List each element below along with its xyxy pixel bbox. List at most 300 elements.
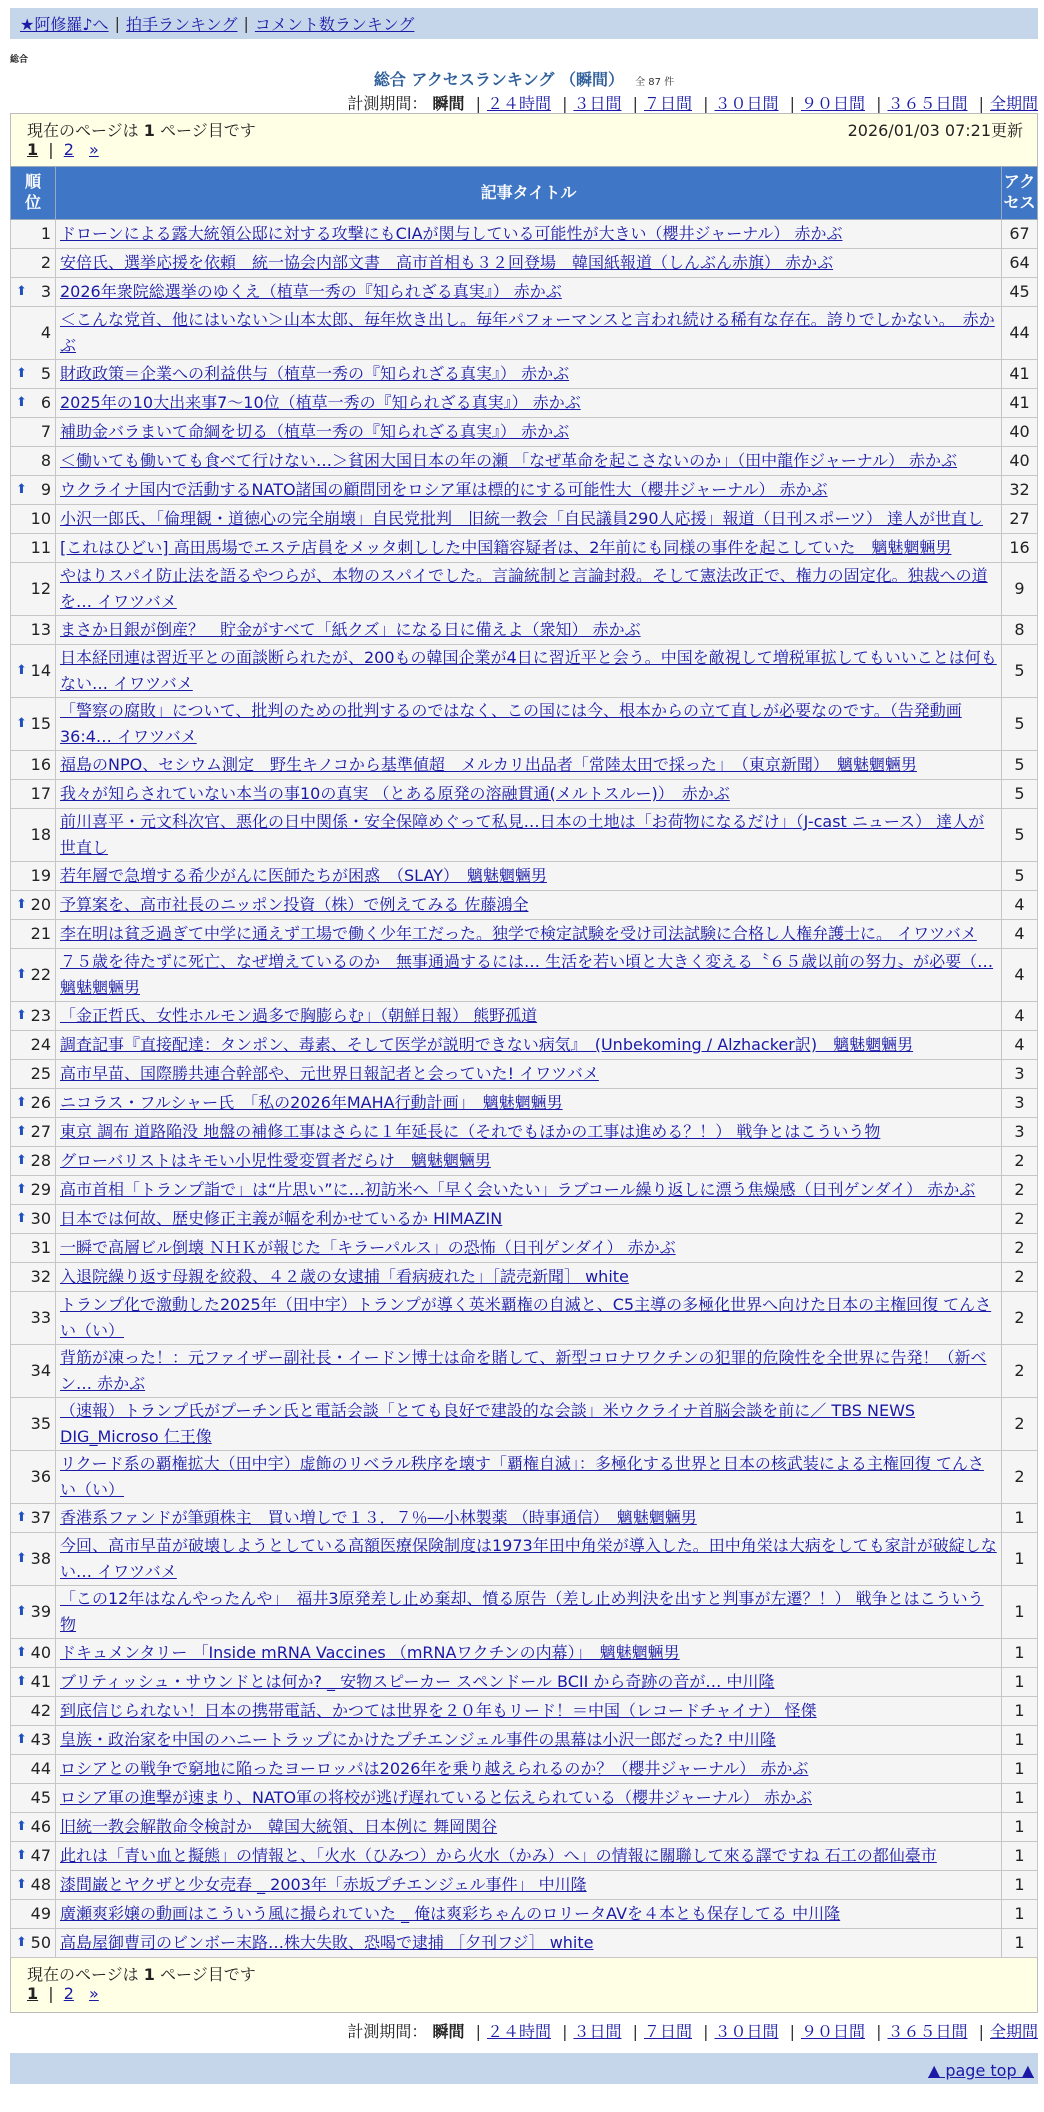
article-link[interactable]: ニコラス・フルシャー氏 「私の2026年MAHA行動計画」 魑魅魍魎男 [60,1093,563,1112]
period-30d[interactable]: ３０日間 [714,94,779,113]
rank-cell [11,1668,56,1697]
header-title: 記事タイトル [56,167,1002,220]
article-link[interactable]: 高市首相「トランプ詣で」は“片思い”に…初訪米へ「早く会いたい」ラブコール繰り返しに漂う焦燥感（日刊ゲンダイ） 赤かぶ [60,1180,976,1199]
rank-cell [11,476,56,505]
title-cell [56,1263,1002,1292]
title-cell [56,1697,1002,1726]
period-7d[interactable]: ７日間 [643,2022,692,2041]
period-30d[interactable]: ３０日間 [714,2022,779,2041]
access-count: 2 [1002,1345,1038,1398]
access-count: 4 [1002,1002,1038,1031]
article-link[interactable]: 財政政策＝企業への利益供与（植草一秀の『知られざる真実』） 赤かぶ [60,364,570,383]
rank-number: 34 [30,1361,51,1380]
access-count: 2 [1002,1147,1038,1176]
period-all[interactable]: 全期間 [989,2022,1038,2041]
access-count: 1 [1002,1842,1038,1871]
title-cell [56,1060,1002,1089]
rank-number: 12 [30,579,51,598]
ranking-title: 総合 アクセスランキング （瞬間） [373,70,624,89]
rank-cell [11,563,56,616]
article-link[interactable]: 入退院繰り返す母親を絞殺、４２歳の女逮捕「看病疲れた」［読売新聞］ white [60,1267,629,1286]
rank-number: 44 [30,1759,51,1778]
rank-cell [11,1031,56,1060]
rank-cell [11,447,56,476]
rank-number: 37 [30,1508,51,1527]
table-row [11,780,1038,809]
article-link[interactable]: 日本経団連は習近平との面談断られたが、200もの韓国企業が4日に習近平と会う。中国を敵視して増税軍拡してもいいことは何もない… イワツバメ [60,648,997,693]
rank-number: 16 [30,755,51,774]
title-cell [56,360,1002,389]
article-link[interactable]: 我々が知らされていない本当の事10の真実 （とある原発の溶融貫通(メルトスルー)） 赤かぶ [60,784,730,803]
table-row [11,1755,1038,1784]
article-link[interactable]: ブリティッシュ・サウンドとは何か? _ 安物スピーカー スペンドール BCII から奇跡の音が… 中川隆 [60,1672,775,1691]
period-7d[interactable]: ７日間 [643,94,692,113]
article-link[interactable]: （速報）トランプ氏がプーチン氏と電話会談「とても良好で建設的な会談」米ウクライナ首脳会談を前に／ TBS NEWS DIG_Microso 仁王像 [60,1401,916,1446]
article-link[interactable]: やはりスパイ防止法を語るやつらが、本物のスパイでした。言論統制と言論封殺。そして憲法改正で、権力の固定化。独裁への道を… イワツバメ [60,566,988,611]
rank-number: 21 [30,924,51,943]
rank-number: 22 [30,965,51,984]
rank-number: 40 [30,1643,51,1662]
access-count: 2 [1002,1234,1038,1263]
rank-cell [11,307,56,360]
rank-number: 32 [30,1267,51,1286]
rank-cell [11,616,56,645]
access-count: 5 [1002,698,1038,751]
title-cell [56,1398,1002,1451]
rank-cell [11,780,56,809]
access-count: 2 [1002,1205,1038,1234]
top-nav-bar [10,8,1038,39]
rank-cell [11,249,56,278]
title-cell [56,891,1002,920]
access-count: 4 [1002,949,1038,1002]
table-row [11,862,1038,891]
page-info-box-bottom [10,1958,1038,2013]
access-count: 2 [1002,1263,1038,1292]
table-row [11,1176,1038,1205]
article-link[interactable]: 東京 調布 道路陥没 地盤の補修工事はさらに１年延長に（それでもほかの工事は進める？！） 戦争とはこういう物 [60,1122,881,1141]
rank-cell [11,1060,56,1089]
rank-cell [11,645,56,698]
article-link[interactable]: 今回、高市早苗が破壊しようとしている高額医療保険制度は1973年田中角栄が導入した。田中角栄は大病をしても家計が破綻しない… イワツバメ [60,1536,997,1581]
title-cell [56,1813,1002,1842]
article-link[interactable]: 「この12年はなんやったんや」 福井3原発差し止め棄却、憤る原告（差し止め判決を出すと判事が左遷？！） 戦争とはこういう物 [60,1589,984,1634]
article-link[interactable]: ドキュメンタリー 「Inside mRNA Vaccines （mRNAワクチンの内幕）」 魑魅魍魎男 [60,1643,680,1662]
up-arrow-icon: ⬆ [16,967,27,982]
article-link[interactable]: 小沢一郎氏、「倫理観・道徳心の完全崩壊」自民党批判 旧統一教会「自民議員290人応援」報道（日刊スポーツ） 達人が世直し [60,509,983,528]
rank-cell [11,1900,56,1929]
rank-cell [11,1345,56,1398]
rank-cell [11,1784,56,1813]
nav-link-clap-ranking[interactable]: 拍手ランキング [125,15,238,34]
rank-number: 6 [40,393,51,412]
table-row [11,616,1038,645]
access-count: 40 [1002,447,1038,476]
access-count: 2 [1002,1398,1038,1451]
rank-cell [11,1871,56,1900]
title-cell [56,1089,1002,1118]
access-count: 2 [1002,1451,1038,1504]
access-count: 1 [1002,1813,1038,1842]
rank-cell [11,1205,56,1234]
title-cell [56,809,1002,862]
access-count: 5 [1002,751,1038,780]
table-row [11,751,1038,780]
article-link[interactable]: 「警察の腐敗」について、批判のための批判するのではなく、この国には今、根本からの立て直しが必要なのです。（告発動画36:4… イワツバメ [60,701,962,746]
title-cell [56,278,1002,307]
rank-cell [11,1118,56,1147]
table-row [11,505,1038,534]
table-row [11,307,1038,360]
table-row [11,1118,1038,1147]
table-row [11,809,1038,862]
title-cell [56,1726,1002,1755]
article-link[interactable]: 李在明は貧乏過ぎて中学に通えず工場で働く少年工だった。独学で検定試験を受け司法試験に合格し人権弁護士に。 イワツバメ [60,924,977,943]
section-label: 総合 [10,55,29,65]
access-count: 41 [1002,360,1038,389]
nav-link-comment-ranking[interactable]: コメント数ランキング [254,15,415,34]
rank-cell [11,1263,56,1292]
table-row [11,1533,1038,1586]
access-count: 1 [1002,1929,1038,1958]
table-row [11,1089,1038,1118]
access-count: 1 [1002,1697,1038,1726]
access-count: 1 [1002,1871,1038,1900]
title-cell [56,1292,1002,1345]
article-link[interactable]: 福島のNPO、セシウム測定 野生キノコから基準値超 メルカリ出品者「常陸太田で採った」 （東京新聞） 魑魅魍魎男 [60,755,917,774]
rank-cell [11,862,56,891]
pager-next[interactable]: » [89,1984,99,2003]
rank-number: 28 [30,1151,51,1170]
article-link[interactable]: 廣瀬爽彩嬢の動画はこういう風に撮られていた _ 俺は爽彩ちゃんのロリータAVを４本とも保存してる 中川隆 [60,1904,841,1923]
nav-link-ashura[interactable]: ★阿修羅♪へ [20,15,109,34]
title-cell [56,1176,1002,1205]
period-3d[interactable]: ３日間 [573,2022,622,2041]
access-count: 1 [1002,1533,1038,1586]
table-row [11,1929,1038,1958]
rank-cell [11,1929,56,1958]
rank-cell [11,1398,56,1451]
access-count: 5 [1002,809,1038,862]
access-count: 40 [1002,418,1038,447]
access-count: 67 [1002,220,1038,249]
rank-cell [11,418,56,447]
table-row [11,1668,1038,1697]
pager-page-2[interactable]: 2 [63,140,74,159]
period-24h[interactable]: ２４時間 [486,94,551,113]
article-link[interactable]: トランプ化で激動した2025年（田中宇）トランプが導く英米覇権の自滅と、C5主導の多極化世界へ向けた日本の主権回復 てんさい（い） [60,1295,992,1340]
table-row [11,1147,1038,1176]
article-link[interactable]: 予算案を、高市社長のニッポン投資（株）で例えてみる 佐藤鴻全 [60,895,529,914]
article-link[interactable]: 一瞬で高層ビル倒壊 ＮＨＫが報じた「キラーパルス」の恐怖（日刊ゲンダイ） 赤かぶ [60,1238,676,1257]
table-row [11,249,1038,278]
article-link[interactable]: 安倍氏、選挙応援を依頼 統一協会内部文書 高市首相も３２回登場 韓国紙報道（しんぶん赤旗） 赤かぶ [60,253,834,272]
access-count: 1 [1002,1784,1038,1813]
article-link[interactable]: リクード系の覇権拡大（田中宇）虚飾のリベラル秩序を壊す「覇権自滅」：多極化する世界と日本の核武装による主権回復 てんさい（い） [60,1454,984,1499]
article-link[interactable]: 旧統一教会解散命令検討か 韓国大統領、日本例に 舞岡関谷 [60,1817,498,1836]
up-arrow-icon: ⬆ [16,482,27,497]
rank-number: 42 [30,1701,51,1720]
access-count: 1 [1002,1755,1038,1784]
pager-bottom: 1 | 2 » [27,1984,99,2003]
access-count: 5 [1002,862,1038,891]
up-arrow-icon: ⬆ [16,716,27,731]
up-arrow-icon: ⬆ [16,395,27,410]
article-link[interactable]: ７５歳を待たずに死亡、なぜ増えているのか 無事通過するには… 生活を若い頃と大きく変える〝６５歳以前の努力〟が必要（… 魑魅魍魎男 [60,952,994,997]
up-arrow-icon: ⬆ [16,897,27,912]
table-row [11,1398,1038,1451]
article-link[interactable]: ウクライナ国内で活動するNATO諸国の顧問団をロシア軍は標的にする可能性大（櫻井ジャーナル） 赤かぶ [60,480,828,499]
table-row [11,1292,1038,1345]
rank-number: 10 [30,509,51,528]
table-row [11,1504,1038,1533]
period-3d[interactable]: ３日間 [573,94,622,113]
article-link[interactable]: 補助金バラまいて命綱を切る（植草一秀の『知られざる真実』） 赤かぶ [60,422,570,441]
period-90d[interactable]: ９０日間 [800,2022,865,2041]
article-link[interactable]: 香港系ファンドが筆頭株主 買い増しで１３．７％―小林製薬 （時事通信） 魑魅魍魎男 [60,1508,697,1527]
period-label: 計測期間： [347,94,428,113]
table-row [11,476,1038,505]
rank-number: 1 [40,224,51,243]
page-info-box [10,113,1038,166]
rank-cell [11,1726,56,1755]
article-link[interactable]: 「金正哲氏、女性ホルモン過多で胸膨らむ」（朝鮮日報） 熊野孤道 [60,1006,538,1025]
article-link[interactable]: ロシア軍の進撃が速まり、NATO軍の将校が逃げ遅れていると伝えられている（櫻井ジャーナル） 赤かぶ [60,1788,813,1807]
title-cell [56,1929,1002,1958]
title-cell [56,1900,1002,1929]
page-status-bottom: 現在のページは 1 ページ目です [27,1965,256,1984]
title-cell [56,616,1002,645]
table-row [11,698,1038,751]
table-row [11,1586,1038,1639]
title-cell [56,780,1002,809]
pager: 1 | 2 » [27,140,99,159]
rank-number: 4 [40,323,51,342]
table-row [11,1813,1038,1842]
updated-timestamp: 2026/01/03 07:21更新 [847,121,1023,140]
rank-cell [11,1451,56,1504]
title-cell [56,1031,1002,1060]
rank-number: 50 [30,1933,51,1952]
header-access: アクセス [1002,167,1038,220]
page-top-link[interactable]: ▲ page top ▲ [927,2061,1034,2080]
table-row [11,1345,1038,1398]
rank-cell [11,1234,56,1263]
title-cell [56,1668,1002,1697]
title-cell [56,1234,1002,1263]
pager-current: 1 [27,140,39,159]
table-row [11,949,1038,1002]
title-cell [56,534,1002,563]
rank-number: 41 [30,1672,51,1691]
title-cell [56,1871,1002,1900]
pager-page-2[interactable]: 2 [63,1984,74,2003]
access-count: 4 [1002,1031,1038,1060]
article-link[interactable]: 高島屋御曹司のビンボー末路…株大失敗、恐喝で逮捕 ［夕刊フジ］ white [60,1933,594,1952]
rank-number: 9 [40,480,51,499]
access-count: 4 [1002,891,1038,920]
pager-current: 1 [27,1984,39,2003]
rank-cell [11,1639,56,1668]
article-link[interactable]: ドローンによる露大統領公邸に対する攻撃にもCIAが関与している可能性が大きい（櫻井ジャーナル） 赤かぶ [60,224,843,243]
access-count: 45 [1002,278,1038,307]
title-cell [56,447,1002,476]
rank-cell [11,534,56,563]
rank-cell [11,949,56,1002]
article-link[interactable]: まさか日銀が倒産？ 貯金がすべて「紙クズ」になる日に備えよ（衆知） 赤かぶ [60,620,641,639]
access-count: 2 [1002,1176,1038,1205]
page-status: 現在のページは 1 ページ目です [27,121,256,140]
up-arrow-icon: ⬆ [16,1182,27,1197]
access-count: 3 [1002,1060,1038,1089]
access-count: 1 [1002,1639,1038,1668]
up-arrow-icon: ⬆ [16,1153,27,1168]
article-link[interactable]: ＜働いても働いても食べて行けない…＞貧困大国日本の年の瀬 「なぜ革命を起こさないのか」（田中龍作ジャーナル） 赤かぶ [60,451,958,470]
article-link[interactable]: 前川喜平・元文科次官、悪化の日中関係・安全保障めぐって私見…日本の土地は「お荷物になるだけ」（J-cast ニュース） 達人が世直し [60,812,985,857]
rank-cell [11,278,56,307]
up-arrow-icon: ⬆ [16,1510,27,1525]
rank-cell [11,1755,56,1784]
pager-next[interactable]: » [89,140,99,159]
rank-number: 33 [30,1308,51,1327]
rank-number: 8 [40,451,51,470]
title-cell [56,1002,1002,1031]
title-cell [56,1504,1002,1533]
article-link[interactable]: 高市早苗、国際勝共連合幹部や、元世界日報記者と会っていた! イワツバメ [60,1064,599,1083]
title-cell [56,476,1002,505]
rank-number: 23 [30,1006,51,1025]
period-current: 瞬間 [432,2022,465,2041]
title-cell [56,1784,1002,1813]
up-arrow-icon: ⬆ [16,663,27,678]
ranking-rows [11,220,1038,1958]
rank-number: 13 [30,620,51,639]
article-link[interactable]: グローバリストはキモい小児性愛変質者だらけ 魑魅魍魎男 [60,1151,491,1170]
title-cell [56,1639,1002,1668]
access-count: 1 [1002,1726,1038,1755]
rank-number: 26 [30,1093,51,1112]
title-cell [56,220,1002,249]
article-link[interactable]: 漆間巌とヤクザと少女売春 _ 2003年「赤坂プチエンジェル事件」 中川隆 [60,1875,587,1894]
rank-number: 20 [30,895,51,914]
table-row [11,278,1038,307]
up-arrow-icon: ⬆ [16,1124,27,1139]
period-all[interactable]: 全期間 [989,94,1038,113]
table-row [11,1726,1038,1755]
title-cell [56,1205,1002,1234]
access-count: 8 [1002,616,1038,645]
access-count: 27 [1002,505,1038,534]
header-rank: 順位 [11,167,56,220]
article-link[interactable]: [これはひどい] 高田馬場でエステ店員をメッタ刺しした中国籍容疑者は、2年前にも同様の事件を起こしていた 魑魅魍魎男 [60,538,952,557]
title-cell [56,1842,1002,1871]
article-link[interactable]: ＜こんな党首、他にはいない＞山本太郎、毎年炊き出し。毎年パフォーマンスと言われ続ける稀有な存在。誇りでしかない。 赤かぶ [60,310,995,355]
period-selector-bottom: 計測期間： 瞬間 | ２４時間 | ３日間 | ７日間 | ３０日間 | ９０日間 | ３６５日間 | 全期間 [347,2022,1038,2041]
title-cell [56,249,1002,278]
table-row [11,1842,1038,1871]
up-arrow-icon: ⬆ [16,1211,27,1226]
rank-cell [11,698,56,751]
access-count: 3 [1002,1089,1038,1118]
rank-number: 24 [30,1035,51,1054]
rank-cell [11,1176,56,1205]
article-link[interactable]: ロシアとの戦争で窮地に陥ったヨーロッパは2026年を乗り越えられるのか？（櫻井ジャーナル） 赤かぶ [60,1759,809,1778]
up-arrow-icon: ⬆ [16,1095,27,1110]
article-link[interactable]: 到底信じられない！日本の携帯電話、かつては世界を２０年もリード！＝中国（レコードチャイナ） 怪傑 [60,1701,817,1720]
table-row [11,447,1038,476]
rank-cell [11,1586,56,1639]
rank-number: 2 [40,253,51,272]
rank-number: 38 [30,1549,51,1568]
nav-separator: | [243,14,249,33]
article-link[interactable]: 若年層で急増する希少がんに医師たちが困惑 （SLAY） 魑魅魍魎男 [60,866,547,885]
article-link[interactable]: 背筋が凍った！：元ファイザー副社長・イードン博士は命を賭して、新型コロナワクチンの犯罪的危険性を全世界に告発！（新ベン… 赤かぶ [60,1348,987,1393]
title-cell [56,920,1002,949]
ranking-count: 全 87 件 [635,77,675,88]
up-arrow-icon: ⬆ [16,284,27,299]
rank-number: 14 [30,661,51,680]
article-link[interactable]: 日本では何故、歴史修正主義が幅を利かせているか HIMAZIN [60,1209,503,1228]
table-row [11,1451,1038,1504]
article-link[interactable]: 調査記事『直接配達：タンポン、毒素、そして医学が説明できない病気』 (Unbekoming / Alzhacker訳) 魑魅魍魎男 [60,1035,914,1054]
rank-number: 30 [30,1209,51,1228]
rank-number: 5 [40,364,51,383]
ranking-table [10,166,1038,1958]
article-link[interactable]: 2025年の10大出来事7〜10位（植草一秀の『知られざる真実』） 赤かぶ [60,393,581,412]
rank-number: 39 [30,1602,51,1621]
rank-cell [11,920,56,949]
access-count: 4 [1002,920,1038,949]
table-row [11,1784,1038,1813]
footer-bar [10,2053,1038,2084]
table-row [11,1031,1038,1060]
rank-cell [11,1697,56,1726]
access-count: 44 [1002,307,1038,360]
table-row [11,920,1038,949]
nav-separator: | [114,14,120,33]
article-link[interactable]: 2026年衆院総選挙のゆくえ（植草一秀の『知られざる真実』） 赤かぶ [60,282,562,301]
title-cell [56,1755,1002,1784]
article-link[interactable]: 此れは「青い血と擬態」の情報と、「火水（ひみつ）から火水（かみ）へ」の情報に關聯して來る譯ですね 石工の都仙臺市 [60,1846,937,1865]
table-row [11,1263,1038,1292]
article-link[interactable]: 皇族・政治家を中国のハニートラップにかけたプチエンジェル事件の黒幕は小沢一郎だった? 中川隆 [60,1730,776,1749]
rank-cell [11,1089,56,1118]
period-90d[interactable]: ９０日間 [800,94,865,113]
up-arrow-icon: ⬆ [16,1674,27,1689]
rank-cell [11,891,56,920]
access-count: 3 [1002,1118,1038,1147]
title-cell [56,949,1002,1002]
rank-number: 18 [30,825,51,844]
table-row [11,534,1038,563]
title-cell [56,645,1002,698]
rank-number: 15 [30,714,51,733]
access-count: 1 [1002,1900,1038,1929]
period-365d[interactable]: ３６５日間 [887,94,968,113]
rank-number: 27 [30,1122,51,1141]
title-cell [56,1586,1002,1639]
rank-number: 43 [30,1730,51,1749]
access-count: 9 [1002,563,1038,616]
table-row [11,563,1038,616]
rank-number: 7 [40,422,51,441]
title-cell [56,751,1002,780]
table-row [11,1697,1038,1726]
period-24h[interactable]: ２４時間 [486,2022,551,2041]
title-cell [56,418,1002,447]
table-row [11,1205,1038,1234]
period-365d[interactable]: ３６５日間 [887,2022,968,2041]
